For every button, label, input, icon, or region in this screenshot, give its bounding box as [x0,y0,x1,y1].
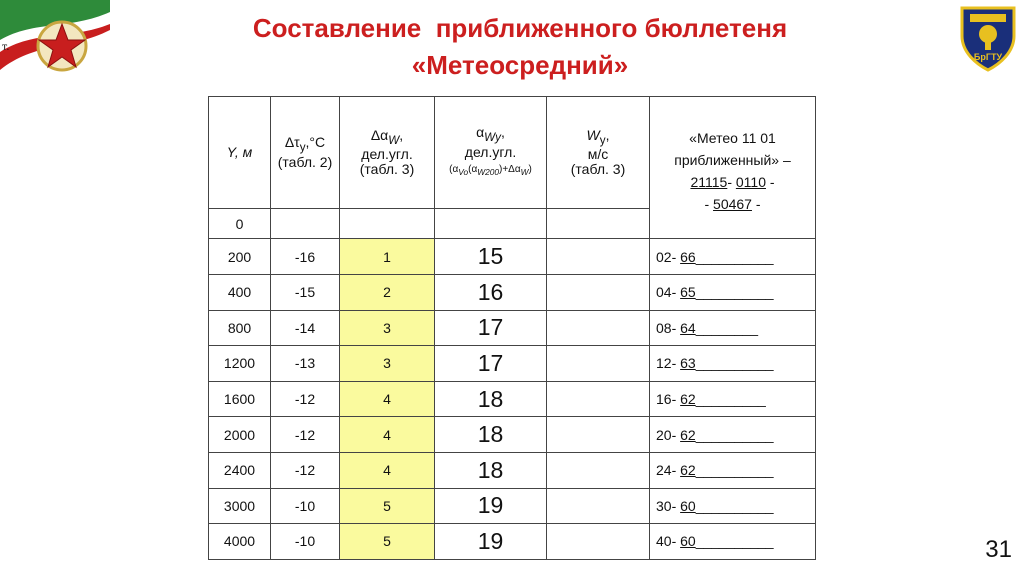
cell-dtau: -10 [271,488,340,524]
header-row [209,97,816,209]
cell-dtau: -15 [271,275,340,311]
meteo-code-prefix: 02- [656,248,677,265]
data-rows [209,239,816,560]
cell-dtau: -14 [271,310,340,346]
meteo-code-blank: __________ [695,355,774,372]
cell-height: 2000 [209,417,271,453]
cell-wy [547,381,650,417]
cell-alpha-wy: 18 [435,452,547,488]
header-alpha-wy: $\alpha_{Wy}$, дел.угл. $(\alpha_{Vo}(\alpha_{W200})+\Delta\alpha_W)$ [435,97,547,209]
meteo-code-prefix: 12- [656,355,677,372]
meteo-code-blank: __________ [695,462,774,479]
cell-dalpha: 4 [340,381,435,417]
meteo-code-prefix: 08- [656,319,677,336]
meteo-code-value: 65 [680,284,696,301]
meteo-code-prefix: 20- [656,426,677,443]
cell-dalpha: 2 [340,275,435,311]
cell-height: 400 [209,275,271,311]
meteo-code-value: 62 [680,391,696,408]
table-row [209,524,816,560]
meteo-code-prefix: 16- [656,391,677,408]
header-dtau: $\Delta\tau_y,^\circ С$ (табл. 2) [271,97,340,209]
meteo-code-value: 62 [680,462,696,479]
cell-dalpha: 4 [340,452,435,488]
cell-meteo-code [650,275,816,311]
zero-row-y: 0 [209,209,271,239]
cell-alpha-wy: 18 [435,381,547,417]
cell-wy [547,488,650,524]
header-wy: $W_y$, м/с (табл. 3) [547,97,650,209]
cell-height: 4000 [209,524,271,560]
cell-dalpha: 3 [340,310,435,346]
cell-dalpha: 5 [340,524,435,560]
cell-wy [547,452,650,488]
cell-alpha-wy: 19 [435,488,547,524]
cell-meteo-code [650,524,816,560]
header-y: Y, м [209,97,271,209]
cell-alpha-wy: 17 [435,310,547,346]
slide-title [150,10,890,84]
cell-dalpha: 3 [340,346,435,382]
cell-dalpha: 5 [340,488,435,524]
title-line-1: Составление приближенного бюллетеня [252,13,788,43]
meteo-code-value: 63 [680,355,696,372]
meteo-code-blank: __________ [695,284,774,301]
meteo-code-value: 62 [680,426,696,443]
cell-alpha-wy: 19 [435,524,547,560]
flag-star-emblem [0,0,110,95]
emblem-text: БрГТУ [973,52,1003,62]
cell-dalpha: 4 [340,417,435,453]
table-row [209,452,816,488]
zero-row-w [547,209,650,239]
cell-dtau: -13 [271,346,340,382]
cell-meteo-code [650,417,816,453]
cell-meteo-code [650,346,816,382]
table-row [209,239,816,275]
meteo-code-prefix: 04- [656,284,677,301]
header-meteo: «Метео 11 01 приближенный» – 21115- 0110 - - 50467 - [650,97,816,239]
cell-meteo-code [650,310,816,346]
meteo-code-blank: ________ [695,319,758,336]
cell-dtau: -10 [271,524,340,560]
cell-wy [547,310,650,346]
cell-height: 2400 [209,452,271,488]
cell-dtau: -12 [271,417,340,453]
cell-height: 3000 [209,488,271,524]
cell-meteo-code [650,452,816,488]
zero-row-da [340,209,435,239]
cell-height: 1200 [209,346,271,382]
table-row [209,417,816,453]
meteo-code-blank: __________ [695,497,774,514]
university-shield-emblem [952,0,1024,72]
meteo-code-blank: __________ [695,426,774,443]
meteo-code-value: 60 [680,533,696,550]
cell-wy [547,275,650,311]
meteo-code-value: 64 [680,319,696,336]
table-row [209,346,816,382]
meteo-code-blank: _________ [695,391,766,408]
meteo-code-prefix: 40- [656,533,677,550]
table-row [209,488,816,524]
cell-alpha-wy: 18 [435,417,547,453]
cell-meteo-code [650,239,816,275]
zero-row-dt [271,209,340,239]
cell-alpha-wy: 16 [435,275,547,311]
cell-alpha-wy: 17 [435,346,547,382]
cell-dtau: -12 [271,452,340,488]
meteo-code-prefix: 24- [656,462,677,479]
cell-wy [547,524,650,560]
cell-alpha-wy: 15 [435,239,547,275]
cell-dtau: -16 [271,239,340,275]
table-row [209,275,816,311]
svg-text:т.: т. [2,39,10,53]
meteo-code-prefix: 30- [656,497,677,514]
meteo-code-blank: __________ [695,533,774,550]
table-row [209,381,816,417]
meteo-code-value: 60 [680,497,696,514]
meteo-table [208,96,816,560]
meteo-code-value: 66 [680,248,696,265]
cell-meteo-code [650,381,816,417]
cell-height: 800 [209,310,271,346]
cell-height: 1600 [209,381,271,417]
table-row [209,310,816,346]
title-line-2: «Метеосредний» [411,50,629,80]
cell-wy [547,417,650,453]
zero-row-aw [435,209,547,239]
cell-dalpha: 1 [340,239,435,275]
cell-meteo-code [650,488,816,524]
cell-dtau: -12 [271,381,340,417]
page-number: 31 [985,536,1012,563]
meteo-code-blank: __________ [695,248,774,265]
cell-height: 200 [209,239,271,275]
header-dalpha: $\Delta\alpha_W$, дел.угл. (табл. 3) [340,97,435,209]
cell-wy [547,346,650,382]
cell-wy [547,239,650,275]
